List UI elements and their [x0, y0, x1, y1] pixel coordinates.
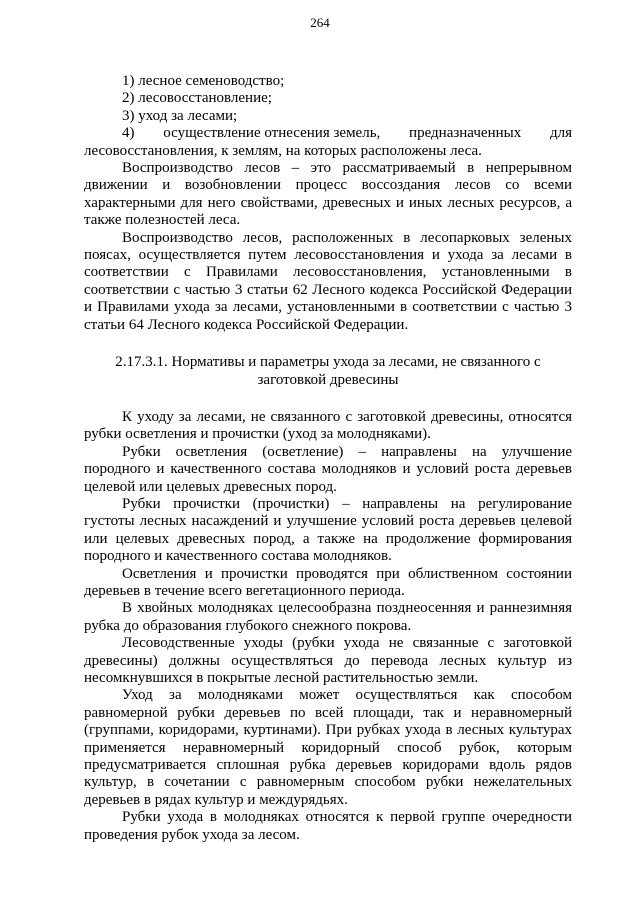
list-item-word: для — [549, 125, 572, 142]
list-item: 3) уход за лесами; — [122, 107, 238, 124]
document-body — [84, 73, 572, 844]
paragraph: Рубки ухода в молодняках относятся к первой группе очередности проведения рубок ухода за лесом. — [84, 809, 572, 843]
list-item: 2) лесовосстановление; — [122, 90, 272, 107]
paragraph: Воспроизводство лесов, расположенных в лесопарковых зеленых поясах, осуществляется путем лесовосстановления и ухода за лесами в соответствии с Правилами лесовосстановления, установленными в соответствии с частью 3 статьи 62 Лесного кодекса Российской Федерации и Правилами ухода за лесами, установленными в соответствии с частью 3 статьи 64 Лесного кодекса Российской Федерации. — [84, 229, 572, 333]
list-item-word: осуществление отнесения земель, — [163, 125, 381, 142]
list-item-word: 4) — [122, 125, 135, 142]
paragraph: Рубки осветления (осветление) – направлены на улучшение породного и качественного состава молодняков и условий роста деревьев целевой или целевых древесных пород. — [84, 443, 572, 495]
paragraph: Рубки прочистки (прочистки) – направлены на регулирование густоты лесных насаждений и улучшение условий роста деревьев целевой или целевых древесных пород, а также на продолжение формирования породного и качественного состава молодняков. — [84, 495, 572, 565]
page-number: 264 — [310, 15, 330, 30]
section-heading: 2.17.3.1. Нормативы и параметры ухода за лесами, не связанного с заготовкой древесины — [115, 354, 541, 388]
paragraph: Воспроизводство лесов – это рассматриваемый в непрерывном движении и возобновлении процесс воссоздания лесов со всеми характерными для него свойствами, древесных и иных лесных ресурсов, а также полезностей леса. — [84, 160, 572, 229]
paragraph: К уходу за лесами, не связанного с заготовкой древесины, относятся рубки осветления и прочистки (уход за молодняками). — [84, 408, 572, 443]
list-item — [84, 125, 572, 142]
list-item-word: предназначенных — [409, 125, 522, 142]
list-item-continuation: лесовосстановления, к землям, на которых расположены леса. — [84, 142, 482, 159]
list-item: 1) лесное семеноводство; — [122, 73, 285, 89]
paragraph: Уход за молодняками может осуществляться как способом равномерной рубки деревьев по всей площади, так и неравномерный (группами, коридорами, куртинами). При рубках ухода в лесных культурах применяется неравномерный коридорный способ рубок, которым предусматривается сплошная рубка деревьев коридорами вдоль рядов культур, в сочетании с равномерным способом рубки нежелательных деревьев в рядах культур и междурядьях. — [84, 687, 572, 808]
paragraph: В хвойных молодняках целесообразна позднеосенняя и раннезимняя рубка до образования глубокого снежного покрова. — [84, 600, 572, 634]
paragraph: Лесоводственные уходы (рубки ухода не связанные с заготовкой древесины) должны осуществляться до перевода лесных культур из несомкнувшихся в покрытые лесной растительностью земли. — [84, 635, 572, 686]
paragraph: Осветления и прочистки проводятся при облиственном состоянии деревьев в течение всего вегетационного периода. — [84, 565, 572, 599]
